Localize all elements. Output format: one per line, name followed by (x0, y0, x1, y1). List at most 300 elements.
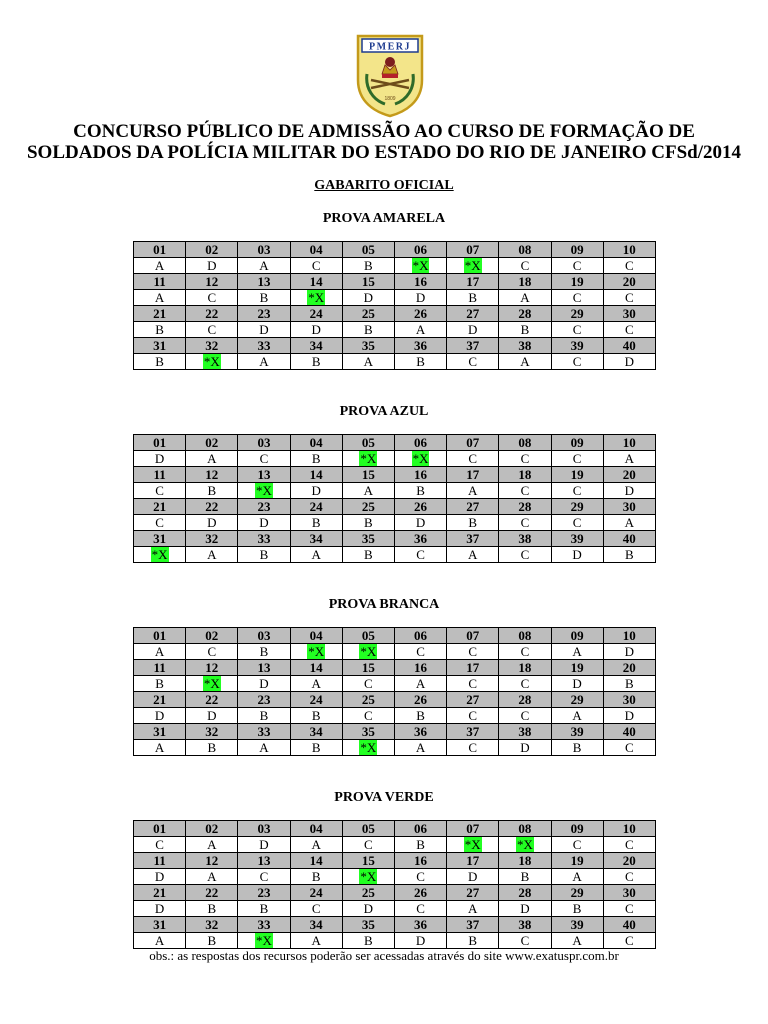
annulled-answer-highlight: *X (360, 644, 377, 659)
question-number-cell: 27 (447, 692, 499, 708)
question-number-row (134, 338, 656, 354)
answer-cell: C (551, 515, 603, 531)
answer-cell: A (394, 322, 446, 338)
answer-cell: C (290, 258, 342, 274)
answer-cell: A (394, 740, 446, 756)
answer-cell: C (447, 451, 499, 467)
annulled-answer-highlight: *X (308, 290, 325, 305)
question-number-cell: 27 (447, 499, 499, 515)
answer-cell: B (342, 933, 394, 949)
question-number-cell: 31 (134, 531, 186, 547)
answer-row (134, 676, 656, 692)
answer-cell: D (238, 676, 290, 692)
answer-cell: A (290, 547, 342, 563)
question-number-cell: 15 (342, 467, 394, 483)
question-number-row (134, 274, 656, 290)
answer-row (134, 547, 656, 563)
question-number-cell: 31 (134, 917, 186, 933)
question-number-cell: 38 (499, 724, 551, 740)
answer-cell: C (499, 644, 551, 660)
question-number-cell: 27 (447, 885, 499, 901)
answer-cell: A (134, 644, 186, 660)
answer-row (134, 740, 656, 756)
answer-row (134, 451, 656, 467)
answer-cell: C (499, 451, 551, 467)
answer-cell: D (134, 451, 186, 467)
answer-cell: B (290, 708, 342, 724)
logo-year: 1809 (384, 96, 396, 102)
answer-cell: C (342, 676, 394, 692)
question-number-cell: 21 (134, 499, 186, 515)
question-number-cell: 36 (394, 917, 446, 933)
answer-cell: A (290, 933, 342, 949)
question-number-cell: 18 (499, 853, 551, 869)
answer-row (134, 901, 656, 917)
question-number-cell: 03 (238, 435, 290, 451)
answer-cell: D (238, 515, 290, 531)
question-number-cell: 39 (551, 338, 603, 354)
question-number-cell: 09 (551, 435, 603, 451)
answer-cell: A (342, 483, 394, 499)
question-number-cell: 04 (290, 242, 342, 258)
answer-cell: A (394, 676, 446, 692)
question-number-cell: 10 (603, 821, 655, 837)
answer-cell: A (134, 740, 186, 756)
question-number-cell: 39 (551, 531, 603, 547)
question-number-cell: 23 (238, 306, 290, 322)
question-number-cell: 06 (394, 242, 446, 258)
question-number-cell: 05 (342, 821, 394, 837)
question-number-cell: 22 (186, 306, 238, 322)
answer-cell: D (447, 322, 499, 338)
question-number-cell: 21 (134, 692, 186, 708)
answer-cell: D (394, 515, 446, 531)
answer-cell: D (238, 837, 290, 853)
answer-cell: D (134, 901, 186, 917)
question-number-cell: 03 (238, 242, 290, 258)
question-number-cell: 07 (447, 628, 499, 644)
question-number-cell: 14 (290, 467, 342, 483)
question-number-cell: 31 (134, 338, 186, 354)
question-number-cell: 10 (603, 628, 655, 644)
question-number-cell: 12 (186, 660, 238, 676)
answer-cell: D (134, 869, 186, 885)
answer-cell: C (447, 644, 499, 660)
answer-cell: C (551, 258, 603, 274)
answer-cell: D (342, 901, 394, 917)
answer-table (133, 820, 656, 949)
question-number-cell: 12 (186, 274, 238, 290)
answer-cell (342, 740, 394, 756)
annulled-answer-highlight: *X (203, 676, 220, 691)
question-number-cell: 40 (603, 531, 655, 547)
answer-cell (342, 644, 394, 660)
title-line-1: CONCURSO PÚBLICO DE ADMISSÃO AO CURSO DE FORMAÇÃO DE (73, 121, 695, 142)
answer-cell: B (238, 901, 290, 917)
answer-cell: A (551, 869, 603, 885)
question-number-cell: 23 (238, 692, 290, 708)
question-number-cell: 34 (290, 724, 342, 740)
question-number-cell: 08 (499, 628, 551, 644)
annulled-answer-highlight: *X (464, 258, 481, 273)
question-number-cell: 20 (603, 274, 655, 290)
answer-cell: C (603, 322, 655, 338)
answer-cell: C (447, 740, 499, 756)
answer-row (134, 933, 656, 949)
question-number-cell: 22 (186, 885, 238, 901)
annulled-answer-highlight: *X (360, 451, 377, 466)
answer-cell: C (603, 740, 655, 756)
answer-cell: B (186, 740, 238, 756)
answer-cell (134, 547, 186, 563)
question-number-cell: 18 (499, 274, 551, 290)
answer-cell: D (238, 322, 290, 338)
question-number-cell: 12 (186, 467, 238, 483)
answer-cell: D (447, 869, 499, 885)
question-number-cell: 01 (134, 435, 186, 451)
answer-cell: A (134, 933, 186, 949)
question-number-cell: 06 (394, 628, 446, 644)
answer-cell: C (342, 708, 394, 724)
question-number-row (134, 917, 656, 933)
question-number-cell: 20 (603, 660, 655, 676)
question-number-cell: 19 (551, 467, 603, 483)
question-number-cell: 19 (551, 660, 603, 676)
question-number-cell: 37 (447, 531, 499, 547)
answer-cell: A (186, 451, 238, 467)
question-number-cell: 13 (238, 660, 290, 676)
answer-cell: C (603, 901, 655, 917)
question-number-cell: 07 (447, 435, 499, 451)
answer-cell: A (499, 354, 551, 370)
annulled-answer-highlight: *X (412, 451, 429, 466)
answer-row (134, 708, 656, 724)
question-number-row (134, 692, 656, 708)
question-number-cell: 22 (186, 692, 238, 708)
answer-cell: A (447, 483, 499, 499)
question-number-cell: 32 (186, 917, 238, 933)
answer-cell (394, 451, 446, 467)
answer-cell (238, 933, 290, 949)
question-number-cell: 29 (551, 499, 603, 515)
question-number-cell: 15 (342, 660, 394, 676)
answer-row (134, 869, 656, 885)
answer-cell: C (499, 708, 551, 724)
question-number-cell: 05 (342, 435, 394, 451)
annulled-answer-highlight: *X (203, 354, 220, 369)
answer-cell: C (134, 515, 186, 531)
answer-cell: B (499, 869, 551, 885)
answer-cell (342, 869, 394, 885)
prova-title: PROVA BRANCA (328, 597, 440, 612)
question-number-cell: 36 (394, 724, 446, 740)
question-number-cell: 02 (186, 628, 238, 644)
answer-cell: C (394, 901, 446, 917)
question-number-cell: 16 (394, 660, 446, 676)
question-number-cell: 33 (238, 338, 290, 354)
answer-cell: A (447, 901, 499, 917)
question-number-cell: 39 (551, 724, 603, 740)
annulled-answer-highlight: *X (308, 644, 325, 659)
question-number-cell: 10 (603, 242, 655, 258)
answer-cell: A (238, 354, 290, 370)
answer-cell: A (551, 708, 603, 724)
question-number-cell: 37 (447, 917, 499, 933)
question-number-row (134, 242, 656, 258)
question-number-row (134, 531, 656, 547)
question-number-row (134, 467, 656, 483)
question-number-cell: 18 (499, 467, 551, 483)
question-number-cell: 08 (499, 435, 551, 451)
answer-cell: C (394, 644, 446, 660)
annulled-answer-highlight: *X (256, 933, 272, 948)
question-number-row (134, 660, 656, 676)
question-number-cell: 16 (394, 467, 446, 483)
answer-cell (447, 258, 499, 274)
pmerj-crest-logo (355, 34, 425, 118)
question-number-cell: 36 (394, 531, 446, 547)
answer-cell (186, 676, 238, 692)
answer-row (134, 483, 656, 499)
answer-cell: B (394, 483, 446, 499)
question-number-row (134, 724, 656, 740)
answer-cell: B (134, 354, 186, 370)
question-number-cell: 09 (551, 628, 603, 644)
answer-cell: B (394, 837, 446, 853)
question-number-cell: 34 (290, 917, 342, 933)
answer-cell: A (603, 515, 655, 531)
annulled-answer-highlight: *X (464, 837, 481, 852)
question-number-cell: 08 (499, 821, 551, 837)
question-number-cell: 36 (394, 338, 446, 354)
question-number-cell: 17 (447, 467, 499, 483)
answer-cell: C (551, 483, 603, 499)
answer-cell: C (186, 644, 238, 660)
answer-cell: C (603, 933, 655, 949)
answer-row (134, 322, 656, 338)
question-number-cell: 27 (447, 306, 499, 322)
answer-cell: D (186, 258, 238, 274)
answer-cell (447, 837, 499, 853)
answer-cell: A (603, 451, 655, 467)
question-number-cell: 35 (342, 724, 394, 740)
answer-cell: C (551, 290, 603, 306)
answer-cell: B (238, 290, 290, 306)
question-number-cell: 26 (394, 692, 446, 708)
answer-cell: B (134, 322, 186, 338)
question-number-cell: 35 (342, 338, 394, 354)
prova-title: PROVA VERDE (334, 790, 434, 805)
question-number-cell: 25 (342, 499, 394, 515)
answer-cell: C (551, 322, 603, 338)
question-number-cell: 06 (394, 435, 446, 451)
question-number-cell: 17 (447, 274, 499, 290)
answer-cell: B (238, 547, 290, 563)
question-number-cell: 33 (238, 917, 290, 933)
question-number-cell: 24 (290, 499, 342, 515)
answer-cell: D (499, 901, 551, 917)
question-number-cell: 35 (342, 917, 394, 933)
annulled-answer-highlight: *X (151, 547, 168, 562)
answer-cell: D (290, 483, 342, 499)
question-number-cell: 30 (603, 692, 655, 708)
answer-cell: C (603, 290, 655, 306)
annulled-answer-highlight: *X (360, 869, 377, 884)
question-number-cell: 31 (134, 724, 186, 740)
answer-cell: D (603, 644, 655, 660)
answer-cell (394, 258, 446, 274)
question-number-row (134, 885, 656, 901)
answer-cell: A (186, 547, 238, 563)
answer-cell: C (499, 547, 551, 563)
answer-cell: B (290, 451, 342, 467)
question-number-cell: 17 (447, 660, 499, 676)
question-number-cell: 05 (342, 628, 394, 644)
answer-cell: C (447, 354, 499, 370)
question-number-row (134, 435, 656, 451)
answer-cell: B (447, 515, 499, 531)
question-number-cell: 32 (186, 724, 238, 740)
answer-cell: A (342, 354, 394, 370)
question-number-cell: 20 (603, 853, 655, 869)
question-number-cell: 26 (394, 885, 446, 901)
answer-cell (290, 644, 342, 660)
question-number-cell: 34 (290, 338, 342, 354)
answer-cell: C (499, 933, 551, 949)
question-number-cell: 03 (238, 628, 290, 644)
question-number-row (134, 821, 656, 837)
question-number-cell: 14 (290, 274, 342, 290)
answer-cell: D (342, 290, 394, 306)
answer-row (134, 354, 656, 370)
answer-cell: D (603, 708, 655, 724)
answer-cell: B (447, 290, 499, 306)
answer-row (134, 290, 656, 306)
question-number-cell: 11 (134, 660, 186, 676)
question-number-cell: 09 (551, 821, 603, 837)
answer-cell: B (342, 322, 394, 338)
answer-row (134, 837, 656, 853)
question-number-cell: 22 (186, 499, 238, 515)
annulled-answer-highlight: *X (412, 258, 429, 273)
answer-cell: A (238, 258, 290, 274)
answer-cell: C (551, 354, 603, 370)
question-number-cell: 11 (134, 853, 186, 869)
question-number-cell: 12 (186, 853, 238, 869)
answer-cell: D (134, 708, 186, 724)
question-number-cell: 33 (238, 724, 290, 740)
question-number-cell: 25 (342, 692, 394, 708)
answer-cell: A (290, 676, 342, 692)
question-number-cell: 19 (551, 853, 603, 869)
question-number-cell: 08 (499, 242, 551, 258)
answer-cell: B (447, 933, 499, 949)
answer-cell: A (447, 547, 499, 563)
question-number-cell: 25 (342, 306, 394, 322)
question-number-cell: 23 (238, 499, 290, 515)
answer-cell: D (499, 740, 551, 756)
answer-cell: D (290, 322, 342, 338)
question-number-cell: 01 (134, 242, 186, 258)
answer-cell: B (499, 322, 551, 338)
answer-cell: B (551, 740, 603, 756)
answer-cell: A (290, 837, 342, 853)
question-number-cell: 16 (394, 853, 446, 869)
answer-cell: B (290, 740, 342, 756)
question-number-cell: 38 (499, 917, 551, 933)
answer-cell: D (551, 547, 603, 563)
question-number-cell: 04 (290, 821, 342, 837)
question-number-cell: 35 (342, 531, 394, 547)
answer-cell: C (499, 258, 551, 274)
answer-cell: C (134, 483, 186, 499)
answer-cell: B (290, 515, 342, 531)
answer-cell: B (342, 258, 394, 274)
question-number-cell: 10 (603, 435, 655, 451)
question-number-cell: 37 (447, 338, 499, 354)
answer-cell (238, 483, 290, 499)
answer-cell: C (342, 837, 394, 853)
question-number-cell: 19 (551, 274, 603, 290)
question-number-cell: 39 (551, 917, 603, 933)
question-number-cell: 01 (134, 821, 186, 837)
answer-cell: B (342, 515, 394, 531)
prova-title: PROVA AZUL (339, 404, 429, 419)
question-number-cell: 40 (603, 338, 655, 354)
question-number-cell: 17 (447, 853, 499, 869)
question-number-cell: 23 (238, 885, 290, 901)
question-number-cell: 07 (447, 242, 499, 258)
question-number-cell: 24 (290, 885, 342, 901)
answer-cell: D (186, 708, 238, 724)
question-number-cell: 02 (186, 242, 238, 258)
answer-cell: B (186, 933, 238, 949)
answer-table (133, 627, 656, 756)
question-number-cell: 15 (342, 274, 394, 290)
question-number-cell: 40 (603, 724, 655, 740)
question-number-row (134, 628, 656, 644)
answer-cell: B (394, 708, 446, 724)
question-number-cell: 34 (290, 531, 342, 547)
answer-row (134, 515, 656, 531)
answer-row (134, 258, 656, 274)
answer-cell: B (134, 676, 186, 692)
question-number-cell: 13 (238, 853, 290, 869)
question-number-cell: 29 (551, 306, 603, 322)
answer-cell: A (186, 837, 238, 853)
answer-cell: C (499, 515, 551, 531)
question-number-cell: 06 (394, 821, 446, 837)
question-number-cell: 28 (499, 692, 551, 708)
answer-cell: C (551, 451, 603, 467)
question-number-cell: 11 (134, 467, 186, 483)
question-number-cell: 29 (551, 692, 603, 708)
question-number-cell: 15 (342, 853, 394, 869)
answer-cell: C (551, 837, 603, 853)
question-number-row (134, 306, 656, 322)
question-number-cell: 24 (290, 692, 342, 708)
question-number-cell: 02 (186, 821, 238, 837)
question-number-cell: 37 (447, 724, 499, 740)
question-number-cell: 30 (603, 499, 655, 515)
title-line-2: SOLDADOS DA POLÍCIA MILITAR DO ESTADO DO RIO DE JANEIRO CFSd/2014 (26, 142, 742, 163)
question-number-cell: 14 (290, 853, 342, 869)
question-number-cell: 04 (290, 435, 342, 451)
answer-cell: B (290, 869, 342, 885)
question-number-cell: 40 (603, 917, 655, 933)
answer-cell: D (394, 290, 446, 306)
question-number-cell: 26 (394, 499, 446, 515)
